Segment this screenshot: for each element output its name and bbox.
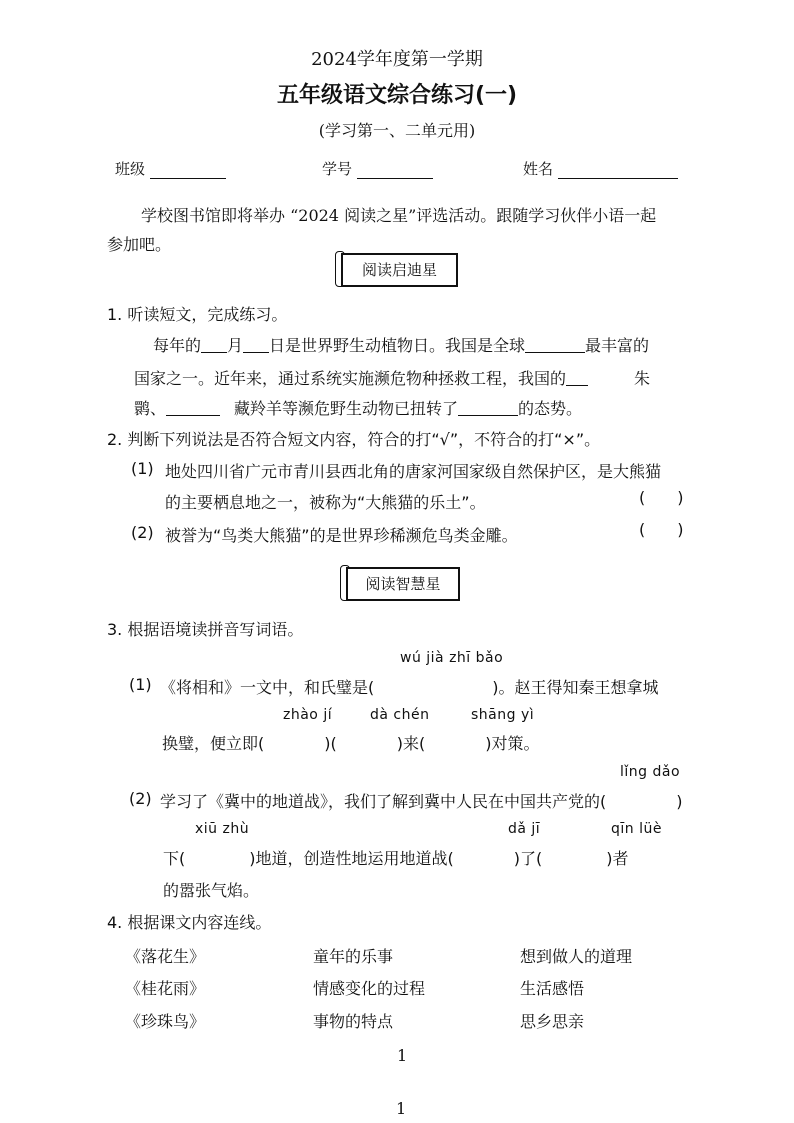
q3-p2-pinyin4: qīn lüè [611, 821, 662, 837]
section-banner-2 [340, 565, 462, 601]
q3-p1-pinyin3: dà chén [370, 707, 430, 723]
q4-middle-1[interactable]: 童年的乐事 [313, 947, 394, 966]
q3-p2-pinyin3: dǎ jī [508, 821, 541, 837]
class-blank[interactable] [150, 162, 226, 179]
q2-item2-answer[interactable]: ( ) [639, 520, 684, 539]
q3-p1-line2: 换璧，便立即( )( )来( )对策。 [162, 734, 540, 753]
q3-p1-pinyin2: zhào jí [283, 707, 333, 723]
q4-right-3[interactable]: 思乡思亲 [520, 1012, 585, 1031]
q3-p1-pinyin4: shāng yì [471, 707, 535, 723]
intro-line2: 参加吧。 [107, 235, 172, 254]
q4-left-2[interactable]: 《桂花雨》 [125, 979, 206, 998]
page-number-inner: 1 [397, 1046, 408, 1065]
name-blank[interactable] [558, 162, 678, 179]
q3-p1-num: (1) [129, 675, 152, 694]
page-number-outer: 1 [396, 1099, 407, 1118]
class-label: 班级 [115, 160, 146, 178]
name-field [523, 158, 678, 179]
intro-line1: 学校图书馆即将举办 “2024 阅读之星”评选活动。跟随学习伙伴小语一起 [141, 206, 657, 225]
q2-heading: 2. 判断下列说法是否符合短文内容，符合的打“√”，不符合的打“×”。 [107, 430, 601, 449]
q4-middle-3[interactable]: 事物的特点 [313, 1012, 394, 1031]
q3-p2-line1: 学习了《冀中的地道战》，我们了解到冀中人民在中国共产党的( ) [160, 792, 683, 811]
q4-right-2[interactable]: 生活感悟 [520, 979, 585, 998]
q4-middle-2[interactable]: 情感变化的过程 [313, 979, 426, 998]
q3-p1-line1: 《将相和》一文中，和氏璧是( )。赵王得知秦王想拿城 [160, 678, 659, 697]
q1-blank-richest[interactable] [525, 336, 585, 353]
number-blank[interactable] [357, 162, 433, 179]
q2-item2-num: (2) [131, 523, 154, 542]
q2-item2-line1: 被誉为“鸟类大熊猫”的是世界珍稀濒危鸟类金雕。 [165, 526, 518, 545]
q4-heading: 4. 根据课文内容连线。 [107, 913, 272, 932]
number-field [322, 158, 433, 179]
q3-p2-num: (2) [129, 789, 152, 808]
name-label: 姓名 [523, 160, 554, 178]
q1-blank-day[interactable] [243, 336, 269, 353]
section-banner-1 [335, 251, 460, 287]
q1-heading: 1. 听读短文，完成练习。 [107, 305, 288, 324]
q4-right-1[interactable]: 想到做人的道理 [520, 947, 633, 966]
q3-p2-pinyin1: lǐng dǎo [620, 764, 681, 780]
q2-item1-answer[interactable]: ( ) [639, 488, 684, 507]
q3-heading: 3. 根据语境读拼音写词语。 [107, 620, 304, 639]
q4-left-1[interactable]: 《落花生》 [125, 947, 206, 966]
q2-item1-line1: 地处四川省广元市青川县西北角的唐家河国家级自然保护区，是大熊猫 [165, 462, 662, 481]
q1-line3: 鹮、 藏羚羊等濒危野生动物已扭转了 的态势。 [134, 399, 583, 418]
q1-blank-species2[interactable] [166, 399, 220, 416]
q3-p1-pinyin: wú jià zhī bǎo [400, 650, 504, 666]
q1-line2: 国家之一。近年来，通过系统实施濒危物种拯救工程，我国的 朱 [134, 369, 651, 388]
q2-item1-num: (1) [131, 459, 154, 478]
q3-p2-line2: 下( )地道，创造性地运用地道战( )了( )者 [163, 849, 629, 868]
class-field [115, 158, 226, 179]
q1-blank-trend[interactable] [458, 399, 518, 416]
q1-line1: 每年的 月 日是世界野生动植物日。我国是全球 最丰富的 [153, 336, 650, 355]
q3-p2-pinyin2: xiū zhù [195, 821, 250, 837]
section-banner-2-label: 阅读智慧星 [346, 567, 460, 601]
q2-item1-line2: 的主要栖息地之一，被称为“大熊猫的乐土”。 [165, 493, 486, 512]
term-title: 2024学年度第一学期 [311, 49, 483, 70]
q4-left-3[interactable]: 《珍珠鸟》 [125, 1012, 206, 1031]
q1-blank-species1[interactable] [566, 369, 588, 386]
q3-p2-line3: 的嚣张气焰。 [163, 881, 260, 900]
page-subtitle: (学习第一、二单元用) [318, 121, 476, 140]
section-banner-1-label: 阅读启迪星 [341, 253, 458, 287]
number-label: 学号 [322, 160, 353, 178]
q1-blank-month[interactable] [201, 336, 227, 353]
page-title: 五年级语文综合练习(一) [276, 83, 518, 108]
